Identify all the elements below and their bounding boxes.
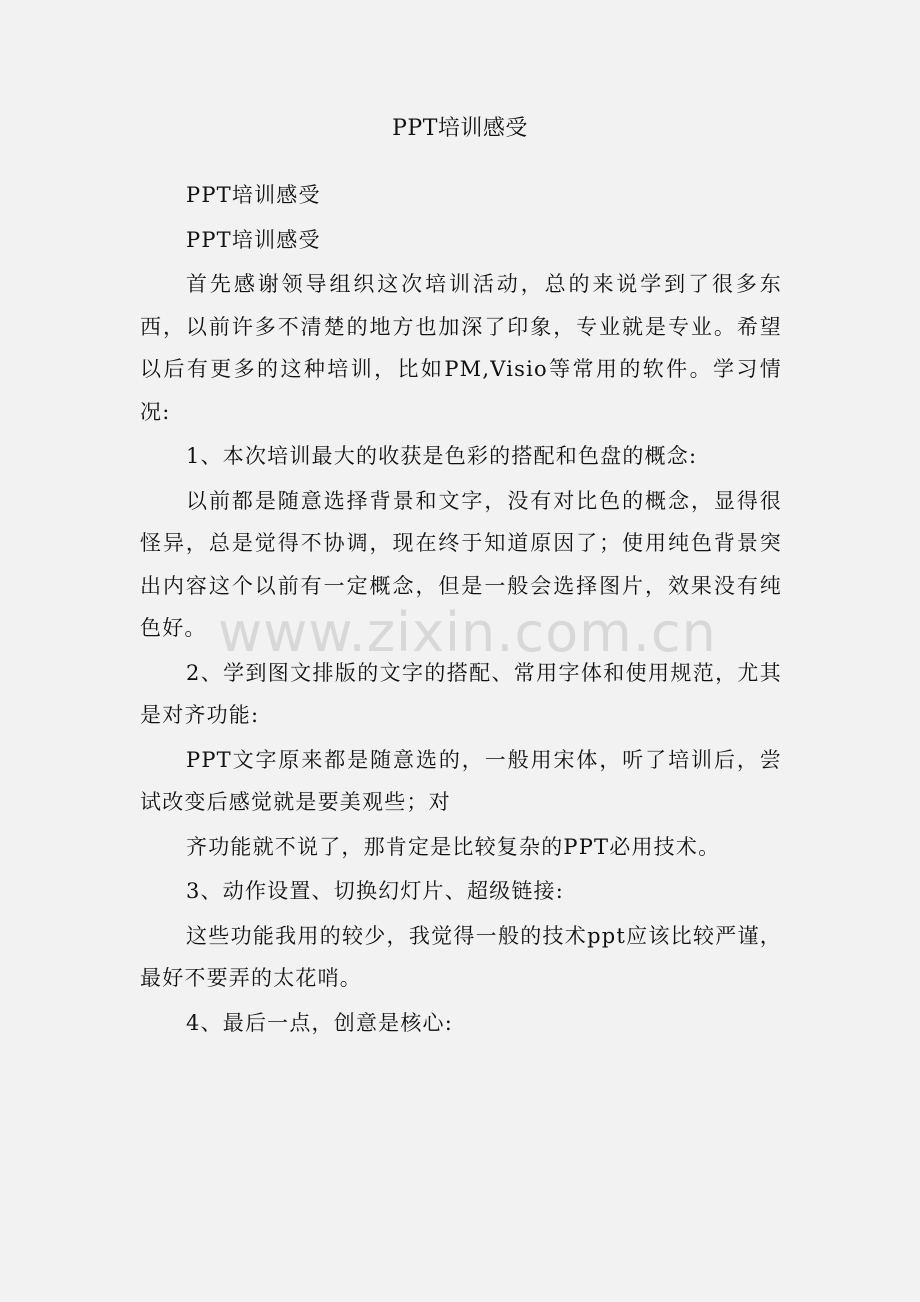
document-title: PPT培训感受 — [392, 116, 528, 141]
paragraph-2: PPT培训感受 — [186, 227, 321, 252]
document-body — [140, 174, 782, 1046]
paragraph-5: 以前都是随意选择背景和文字，没有对比色的概念，显得很怪异，总是觉得不协调，现在终于知道原因了；使用纯色背景突出内容这个以前有一定概念，但是一般会选择图片，效果没有纯色好。 — [140, 488, 782, 640]
paragraph-3: 首先感谢领导组织这次培训活动，总的来说学到了很多东西，以前许多不清楚的地方也加深了印象，专业就是专业。希望以后有更多的这种培训，比如PM,Visio等常用的软件。学习情况: — [140, 272, 782, 424]
paragraph-8: 齐功能就不说了，那肯定是比较复杂的PPT必用技术。 — [186, 834, 721, 859]
paragraph-4: 1、本次培训最大的收获是色彩的搭配和色盘的概念: — [186, 444, 698, 468]
paragraph-11: 4、最后一点，创意是核心: — [186, 1010, 454, 1035]
paragraph-10: 这些功能我用的较少，我觉得一般的技术ppt应该比较严谨，最好不要弄的太花哨。 — [140, 923, 782, 990]
paragraph-6: 2、学到图文排版的文字的搭配、常用字体和使用规范，尤其是对齐功能: — [140, 660, 782, 727]
watermark: www.zixin.com.cn — [218, 601, 717, 664]
paragraph-9: 3、动作设置、切换幻灯片、超级链接: — [186, 879, 565, 903]
paragraph-1: PPT培训感受 — [186, 183, 321, 207]
paragraph-7: PPT文字原来都是随意选的，一般用宋体，听了培训后，尝试改变后感觉就是要美观些；对 — [140, 747, 782, 814]
